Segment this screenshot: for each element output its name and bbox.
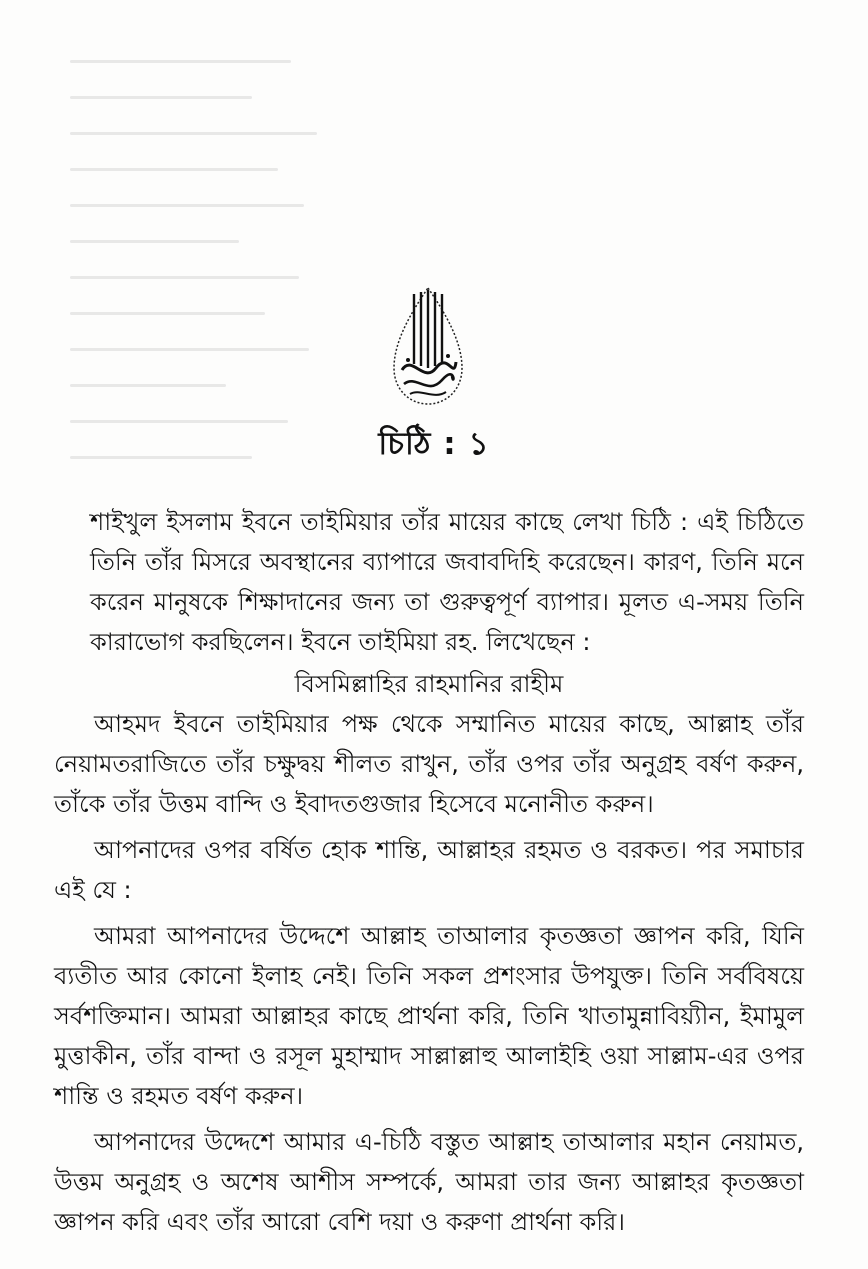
- basmala-heading: বিসমিল্লাহির রাহমানির রাহীম: [294, 670, 564, 698]
- paragraph-3: আমরা আপনাদের উদ্দেশে আল্লাহ তাআলার কৃতজ্ঞতা জ্ঞাপন করি, যিনি ব্যতীত আর কোনো ইলাহ নেই। তিনি সকল প্রশংসার উপযুক্ত। তিনি সর্ববিষয়ে সর্বশক্তিমান। আমরা আল্লাহর কাছে প্রার্থনা করি, তিনি খাতামুন্নাবিয়্যীন, ইমামুল মুত্তাকীন, তাঁর বান্দা ও রসূল মুহাম্মাদ সাল্লাল্লাহু আলাইহি ওয়া সাল্লাম-এর ওপর শান্তি ও রহমত বর্ষণ করুন।: [54, 922, 804, 1110]
- calligraphy-emblem-icon: [388, 284, 468, 408]
- paragraph-4: আপনাদের উদ্দেশে আমার এ-চিঠি বস্তুত আল্লাহ তাআলার মহান নেয়ামত, উত্তম অনুগ্রহ ও অশেষ আশীস সম্পর্কে, আমরা তার জন্য আল্লাহর কৃতজ্ঞতা জ্ঞাপন করি এবং তাঁর আরো বেশি দয়া ও করুণা প্রার্থনা করি।: [54, 1128, 804, 1236]
- intro-paragraph: শাইখুল ইসলাম ইবনে তাইমিয়ার তাঁর মায়ের কাছে লেখা চিঠি : এই চিঠিতে তিনি তাঁর মিসরে অবস্থানের ব্যাপারে জবাবদিহি করেছেন। কারণ, তিনি মনে করেন মানুষকে শিক্ষাদানের জন্য তা গুরুত্বপূর্ণ ব্যাপার। মূলত এ-সময় তিনি কারাভোগ করছিলেন। ইবনে তাইমিয়া রহ. লিখেছেন :: [90, 508, 804, 656]
- chapter-title: চিঠি : ১: [378, 426, 490, 462]
- paragraph-1: আহমদ ইবনে তাইমিয়ার পক্ষ থেকে সম্মানিত মায়ের কাছে, আল্লাহ তাঁর নেয়ামতরাজিতে তাঁর চক্ষুদ্বয় শীলত রাখুন, তাঁর ওপর তাঁর অনুগ্রহ বর্ষণ করুন, তাঁকে তাঁর উত্তম বান্দি ও ইবাদতগুজার হিসেবে মনোনীত করুন।: [54, 710, 804, 818]
- paragraph-2: আপনাদের ওপর বর্ষিত হোক শান্তি, আল্লাহর রহমত ও বরকত। পর সমাচার এই যে :: [54, 836, 804, 904]
- letter-body: [54, 502, 804, 1242]
